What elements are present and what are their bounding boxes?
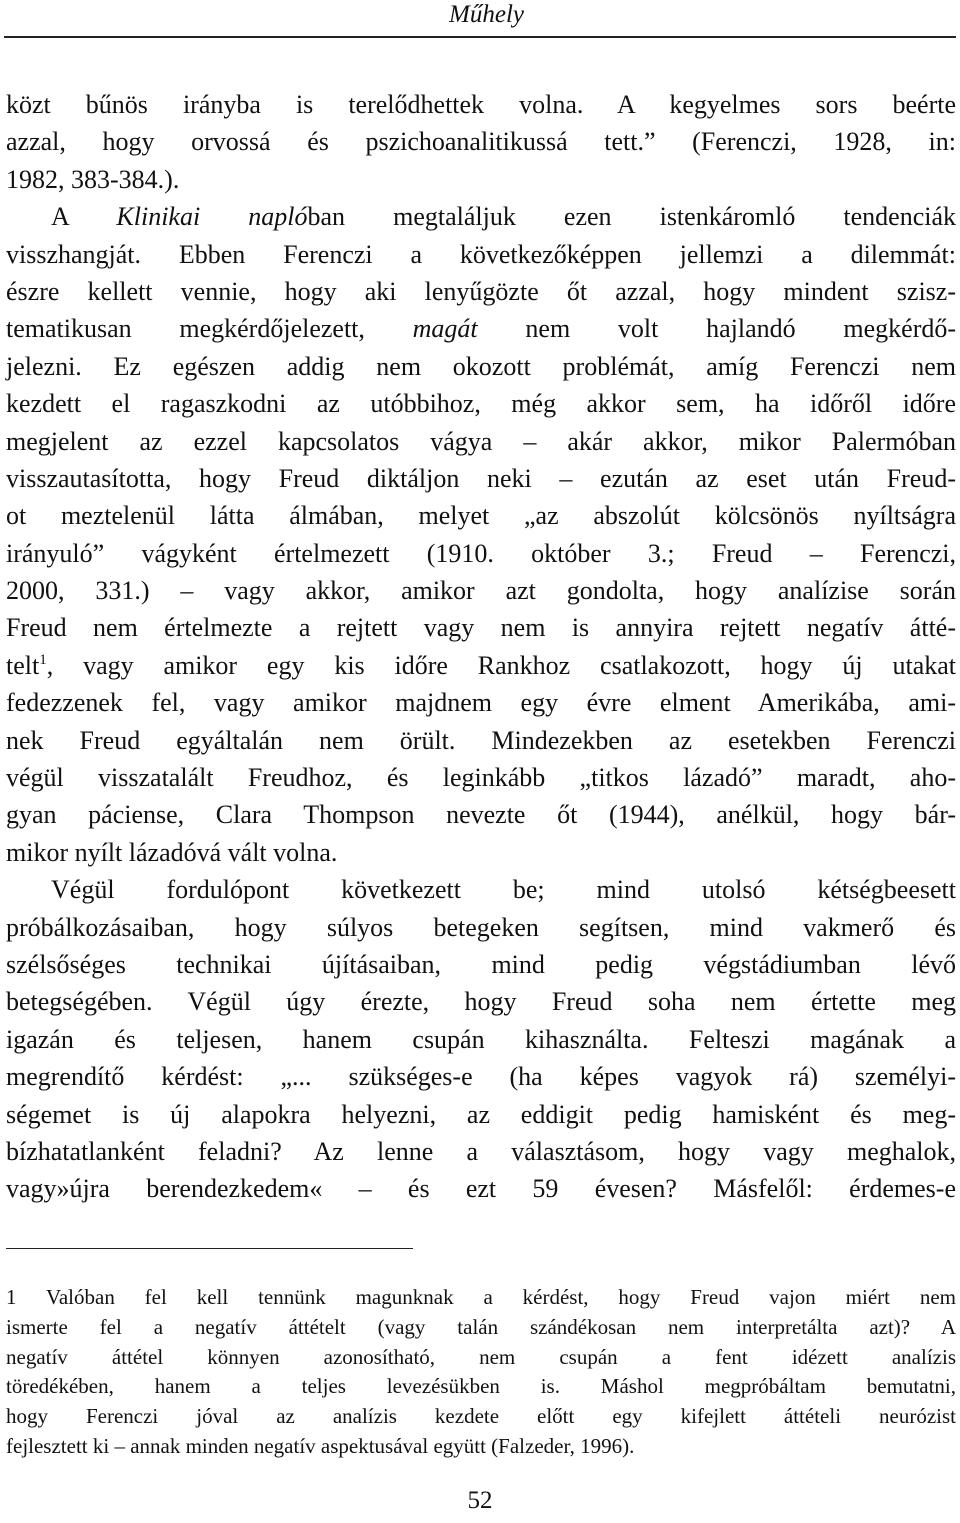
- footnote: [6, 1283, 956, 1462]
- body-line-25: betegségében. Végül úgy érezte, hogy Freud soha nem értette meg: [6, 987, 956, 1017]
- header-title: Műhely: [449, 1, 524, 28]
- body-line-27: megrendítő kérdést: „... szükséges-e (ha képes vagyok rá) személyi-: [6, 1062, 956, 1092]
- body-line-16-post: , vagy amikor egy kis időre Rankhoz csatlakozott, hogy új utakat: [46, 650, 956, 680]
- body-line-30: vagy»újra berendezkedem« – és ezt 59 évesen? Másfelől: érdemes-e: [6, 1174, 956, 1204]
- body-text: [6, 86, 956, 1208]
- body-line-12: ot meztelenül látta álmában, melyet „az abszolút kölcsönös nyíltságra: [6, 501, 956, 531]
- emphasis-italic: magát: [412, 314, 478, 344]
- body-line-7-pre: tematikusan megkérdőjelezett,: [6, 314, 413, 344]
- body-line-2: azzal, hogy orvossá és pszichoanalitikussá tett.” (Ferenczi, 1928, in:: [6, 127, 956, 157]
- body-line-4-post: ban megtaláljuk ezen istenkáromló tendenciák: [307, 202, 957, 232]
- body-line-17: fedezzenek fel, vagy amikor majdnem egy évre elment Amerikába, ami-: [6, 688, 956, 718]
- body-line-13: irányuló” vágyként értelmezett (1910. október 3.; Freud – Ferenczi,: [6, 538, 956, 568]
- body-line-23: próbálkozásaiban, hogy súlyos betegeken segítsen, mind vakmerő és: [6, 912, 956, 942]
- footnote-line-1: [6, 1283, 956, 1313]
- body-line-28: ségemet is új alapokra helyezni, az eddigit pedig hamisként és meg-: [6, 1099, 956, 1129]
- body-line-16: [6, 647, 956, 684]
- body-line-14: 2000, 331.) – vagy akkor, amikor azt gondolta, hogy analízise során: [6, 576, 956, 606]
- book-title-italic: Klinikai napló: [116, 202, 308, 232]
- body-line-7: [6, 310, 956, 347]
- body-line-3: 1982, 383-384.).: [6, 164, 180, 194]
- page-number: 52: [467, 1487, 493, 1514]
- body-line-6: észre kellett vennie, hogy aki lenyűgözte őt azzal, hogy mindent szisz-: [6, 276, 956, 306]
- header-rule: [4, 36, 956, 38]
- body-line-19: végül visszatalált Freudhoz, és leginkább „titkos lázadó” maradt, aho-: [6, 763, 956, 793]
- body-line-29: bízhatatlanként feladni? Az lenne a választásom, hogy vagy meghalok,: [6, 1136, 956, 1166]
- body-line-7-post: nem volt hajlandó megkérdő-: [477, 314, 957, 344]
- body-line-9: kezdett el ragaszkodni az utóbbihoz, még akkor sem, ha időről időre: [6, 389, 956, 419]
- footnote-marker: 1: [6, 1285, 17, 1309]
- body-line-1: közt bűnös irányba is terelődhettek volna. A kegyelmes sors beérte: [6, 90, 956, 119]
- body-line-21: mikor nyílt lázadóvá vált volna.: [6, 837, 338, 867]
- footnote-line-3: negatív áttétel könnyen azonosítható, nem csupán a fent idézett analízis: [6, 1344, 956, 1369]
- body-line-5: visszhangját. Ebben Ferenczi a következőképpen jellemzi a dilemmát:: [6, 239, 956, 269]
- footnote-line-2: ismerte fel a negatív áttételt (vagy talán szándékosan nem interpretálta azt)? A: [6, 1314, 956, 1339]
- body-line-16-pre: telt: [6, 650, 40, 680]
- footnote-line-5: hogy Ferenczi jóval az analízis kezdete előtt egy kifejlett áttételi neurózist: [6, 1404, 956, 1429]
- running-header: [0, 0, 960, 40]
- footnote-reference[interactable]: 1: [39, 651, 47, 668]
- body-line-22: Végül fordulópont következett be; mind utolsó kétségbeesett: [51, 875, 956, 905]
- footnote-line-6: fejlesztett ki – annak minden negatív aspektusával együtt (Falzeder, 1996).: [6, 1433, 635, 1458]
- body-line-20: gyan páciense, Clara Thompson nevezte őt (1944), anélkül, hogy bár-: [6, 800, 956, 830]
- body-line-4: [6, 198, 956, 235]
- body-line-18: nek Freud egyáltalán nem örült. Mindezekben az esetekben Ferenczi: [6, 725, 956, 755]
- body-line-8: jelezni. Ez egészen addig nem okozott problémát, amíg Ferenczi nem: [6, 351, 956, 381]
- body-line-26: igazán és teljesen, hanem csupán kihasználta. Felteszi magának a: [6, 1024, 956, 1054]
- body-line-11: visszautasította, hogy Freud diktáljon neki – ezután az eset után Freud-: [6, 463, 956, 493]
- body-line-4-pre: A: [51, 202, 117, 232]
- body-line-15: Freud nem értelmezte a rejtett vagy nem is annyira rejtett negatív átté-: [6, 613, 956, 643]
- body-line-24: szélsőséges technikai újításaiban, mind pedig végstádiumban lévő: [6, 949, 956, 979]
- footnote-line-4: töredékében, hanem a teljes levezésükben is. Máshol megpróbáltam bemutatni,: [6, 1374, 956, 1399]
- footnote-separator: [6, 1248, 413, 1249]
- body-line-10: megjelent az ezzel kapcsolatos vágya – akár akkor, mikor Palermóban: [6, 426, 956, 456]
- footnote-line-1-text: Valóban fel kell tennünk magunknak a kérdést, hogy Freud vajon miért nem: [46, 1285, 956, 1309]
